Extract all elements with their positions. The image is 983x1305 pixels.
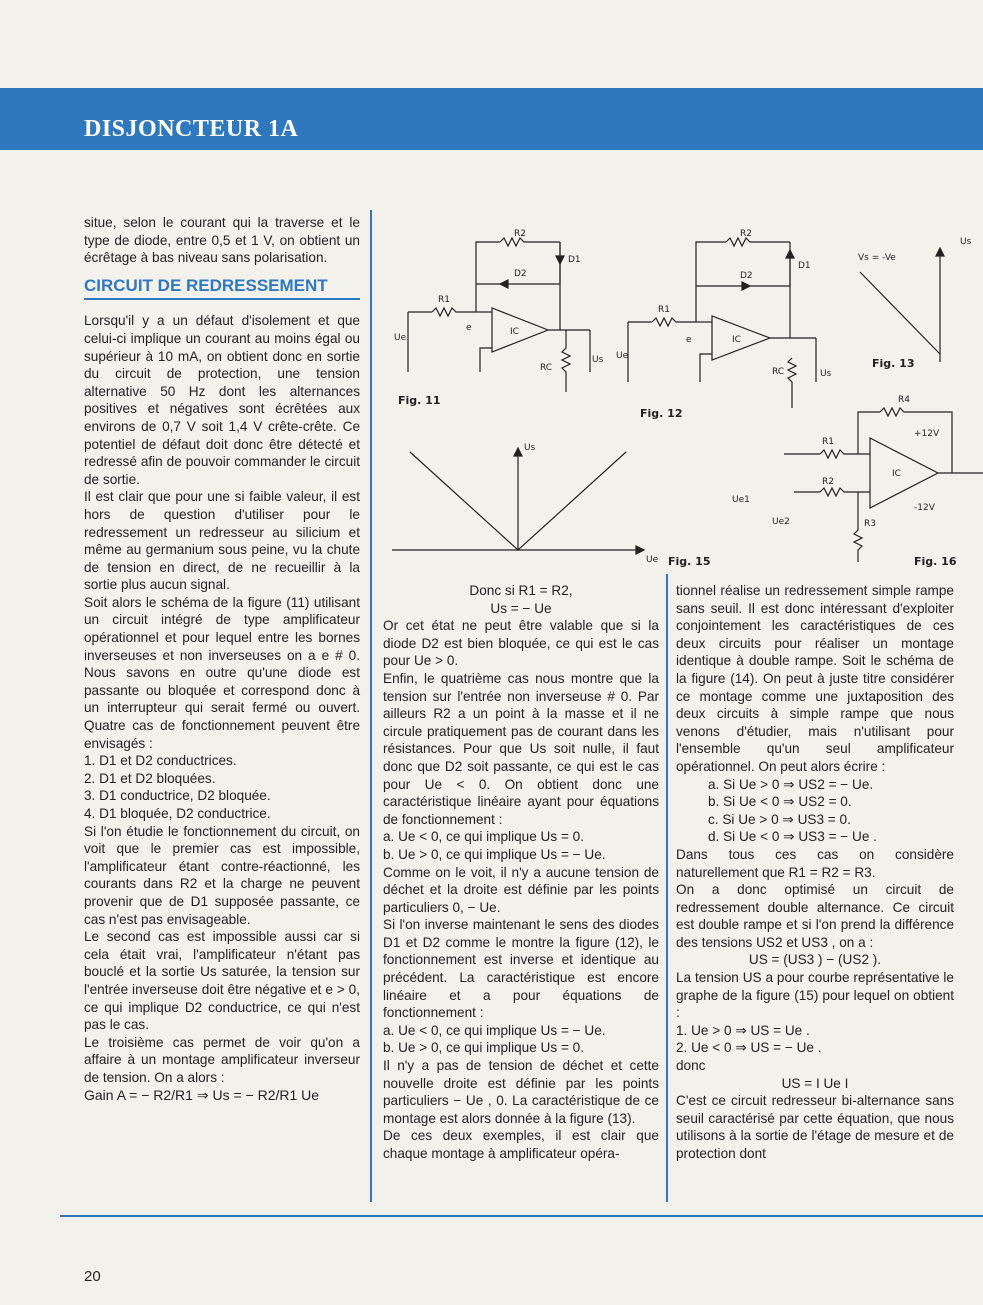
- text-column-1: [84, 214, 360, 1104]
- paragraph: situe, selon le courant qui la traverse et le type de diode, entre 0,5 et 1 V, on obtient un écrêtage à bas niveau sans polarisation.: [84, 215, 360, 266]
- label-d2: D2: [514, 269, 527, 279]
- equation: b. Si Ue < 0 ⇒ US2 = 0.: [708, 794, 852, 810]
- column-divider: [370, 210, 372, 1202]
- label-r1: R1: [822, 437, 834, 447]
- equation: US = I Ue I: [781, 1075, 849, 1091]
- equation: a. Ue < 0, ce qui implique Us = 0.: [383, 829, 584, 845]
- paragraph: La tension US a pour courbe représentative le graphe de la figure (15) pour lequel on obtient :: [676, 970, 954, 1021]
- label-ue: Ue: [616, 351, 629, 361]
- paragraph: De ces deux exemples, il est clair que chaque montage à amplificateur opéra-: [383, 1128, 659, 1161]
- label-us: Us: [960, 237, 972, 247]
- paragraph: Dans tous ces cas on considère naturellement que R1 = R2 = R3.: [676, 846, 954, 880]
- label-ic: IC: [510, 327, 519, 337]
- paragraph: C'est ce circuit redresseur bi-alternance sans seuil caractérisé par cette équation, que nous utilisons à la sortie de l'étage de mesure et de protection dont: [676, 1093, 954, 1161]
- paragraph: Comme on le voit, il n'y a aucune tension de déchet et la droite est définie par les points particuliers 0, − Ue.: [383, 864, 659, 915]
- bottom-rule: [60, 1215, 983, 1217]
- gain-formula: Gain A = − R2/R1 ⇒ Us = − R2/R1 Ue: [84, 1086, 320, 1103]
- label-r2: R2: [822, 477, 834, 487]
- paragraph: Le troisième cas permet de voir qu'on a affaire à un montage amplificateur inverseur de tension. On a alors :: [84, 1034, 360, 1085]
- paragraph: donc: [676, 1058, 706, 1074]
- label-r4: R4: [898, 395, 910, 405]
- page-title: DISJONCTEUR 1A: [84, 116, 299, 142]
- label-d1: D1: [798, 261, 811, 271]
- label-r2: R2: [740, 229, 752, 239]
- figure-labels: [394, 229, 972, 565]
- label-ic: IC: [892, 469, 901, 479]
- paragraph: Le second cas est impossible aussi car si cela était vrai, l'amplificateur n'étant pas bouclé et la sortie Us saturée, la tension sur l'entrée inverseuse doit être négative et e > 0, ce qui implique D2 conductrice, ce qui n'est pas le cas.: [84, 929, 360, 1033]
- equation: 1. Ue > 0 ⇒ US = Ue .: [676, 1022, 810, 1038]
- paragraph: tionnel réalise un redressement simple rampe sans seuil. Il est donc intéressant d'exploiter conjointement les caractéristiques de ces deux circuits pour réaliser un montage identique à double rampe. Soit le schéma de la figure (14). On peut à juste titre considérer ce montage comme une juxtaposition des deux circuits à simple rampe que nous venons d'étudier, mais n'utilisant pour l'ensemble qu'un seul amplificateur opérationnel. On peut alors écrire :: [676, 583, 954, 774]
- label-r1: R1: [658, 305, 670, 315]
- paragraph: Il est clair que pour une si faible valeur, il est hors de question d'utiliser pour le redressement un redresseur au silicium et même au germanium sous peine, vu la chute de tension en direct, de ne recueillir à la sortie plus aucun signal.: [84, 489, 360, 593]
- label-rc: RC: [772, 367, 785, 377]
- equation: a. Ue < 0, ce qui implique Us = − Ue.: [383, 1022, 606, 1038]
- label-ic: IC: [732, 335, 741, 345]
- equation: Us = − Ue: [490, 600, 552, 616]
- label-ue: Ue: [394, 333, 407, 343]
- list-item: 4. D1 bloquée, D2 conductrice.: [84, 806, 271, 821]
- label-rc: RC: [540, 363, 553, 373]
- equation: 2. Ue < 0 ⇒ US = − Ue .: [676, 1040, 822, 1056]
- paragraph: Si l'on étudie le fonctionnement du circuit, on voit que le premier cas est impossible, l'amplificateur étant contre-réactionné, les courants dans R2 et la charge ne peuvent provenir que de D1 supposée passante, ce cas n'est pas envisageable.: [84, 823, 360, 927]
- figure-caption: Fig. 13: [872, 357, 915, 370]
- label-us: Us: [820, 369, 832, 379]
- label-e: e: [686, 335, 692, 345]
- label-p12: +12V: [914, 429, 940, 439]
- label-ue1: Ue1: [732, 495, 750, 505]
- column-divider: [666, 574, 668, 1202]
- equation: b. Ue > 0, ce qui implique Us = − Ue.: [383, 846, 606, 862]
- label-r3: R3: [864, 519, 876, 529]
- figure-caption: Fig. 11: [398, 394, 441, 407]
- paragraph: Si l'on inverse maintenant le sens des diodes D1 et D2 comme le montre la figure (12), le fonctionnement est inverse et identique au précédent. La caractéristique est encore linéaire et a pour équations de fonctionnement :: [383, 917, 659, 1021]
- label-d1: D1: [568, 255, 581, 265]
- equation: Donc si R1 = R2,: [469, 583, 573, 598]
- list-item: 3. D1 conductrice, D2 bloquée.: [84, 788, 271, 804]
- section-title: CIRCUIT DE REDRESSEMENT: [84, 277, 360, 301]
- figure-caption: Fig. 15: [668, 555, 711, 568]
- label-ue: Ue: [646, 555, 659, 565]
- list-item: 1. D1 et D2 conductrices.: [84, 753, 237, 769]
- paragraph: On a donc optimisé un circuit de redressement double alternance. Ce circuit est double rampe et si l'on prend la différence des tensions US2 et US3 , on a :: [676, 882, 954, 950]
- paragraph: Lorsqu'il y a un défaut d'isolement et que celui-ci implique un courant au moins égal ou supérieur à 10 mA, on obtient donc en sortie du circuit de protection, une tension alternative 50 Hz dont les alternances positives et négatives sont écrêtées aux environs de 0,7 V soit 1,4 V crête-crête. Ce potentiel de défaut doit donc être détecté et redressé afin de pouvoir commander le circuit de sortie.: [84, 313, 360, 487]
- label-vs: Vs = -Ve: [858, 253, 896, 263]
- label-e: e: [466, 323, 472, 333]
- text-column-2: [383, 582, 659, 1163]
- page-number: 20: [84, 1268, 101, 1285]
- equation: a. Si Ue > 0 ⇒ US2 = − Ue.: [708, 776, 874, 792]
- paragraph: Soit alors le schéma de la figure (11) utilisant un circuit intégré de type amplificateur opérationnel et pour lequel entre les bornes inverseuses et non inverseuses on a e # 0. Nous savons en outre qu'une diode est passante ou bloquée et correspond donc à un interrupteur qui serait fermé ou ouvert. Quatre cas de fonctionnement peuvent être envisagés :: [84, 594, 360, 751]
- paragraph: Enfin, le quatrième cas nous montre que la tension sur l'entrée non inverseuse # 0. Par ailleurs R2 a un point à la masse et il ne circule pratiquement pas de courant dans les résistances. Pour que Us soit nulle, il faut donc que D2 soit passante, ce qui est le cas pour Ue < 0. On obtient donc une caractéristique linéaire ayant pour équations de fonctionnement :: [383, 670, 659, 827]
- equation: d. Si Ue < 0 ⇒ US3 = − Ue .: [708, 829, 877, 845]
- label-r1: R1: [438, 295, 450, 305]
- label-m12: -12V: [914, 503, 935, 513]
- equation: c. Si Ue > 0 ⇒ US3 = 0.: [708, 811, 851, 827]
- label-r2: R2: [514, 229, 526, 239]
- list-item: 2. D1 et D2 bloquées.: [84, 770, 216, 786]
- label-us: Us: [592, 355, 604, 365]
- equation: US = (US3 ) − (US2 ).: [748, 952, 882, 968]
- paragraph: Il n'y a pas de tension de déchet et cette nouvelle droite est définie par les points particuliers − Ue , 0. La caractéristique de ce montage est alors donnée à la figure (13).: [383, 1058, 659, 1126]
- label-us: Us: [524, 443, 536, 453]
- equation: b. Ue > 0, ce qui implique Us = 0.: [383, 1040, 584, 1056]
- figure-caption: Fig. 12: [640, 407, 683, 420]
- paragraph: Or cet état ne peut être valable que si la diode D2 est bien bloquée, ce qui est le cas pour Ue > 0.: [383, 618, 659, 669]
- text-column-3: [676, 582, 954, 1163]
- label-ue2: Ue2: [772, 517, 790, 527]
- figure-caption: Fig. 16: [914, 555, 957, 568]
- circuit-figures: [380, 212, 983, 574]
- label-d2: D2: [740, 271, 753, 281]
